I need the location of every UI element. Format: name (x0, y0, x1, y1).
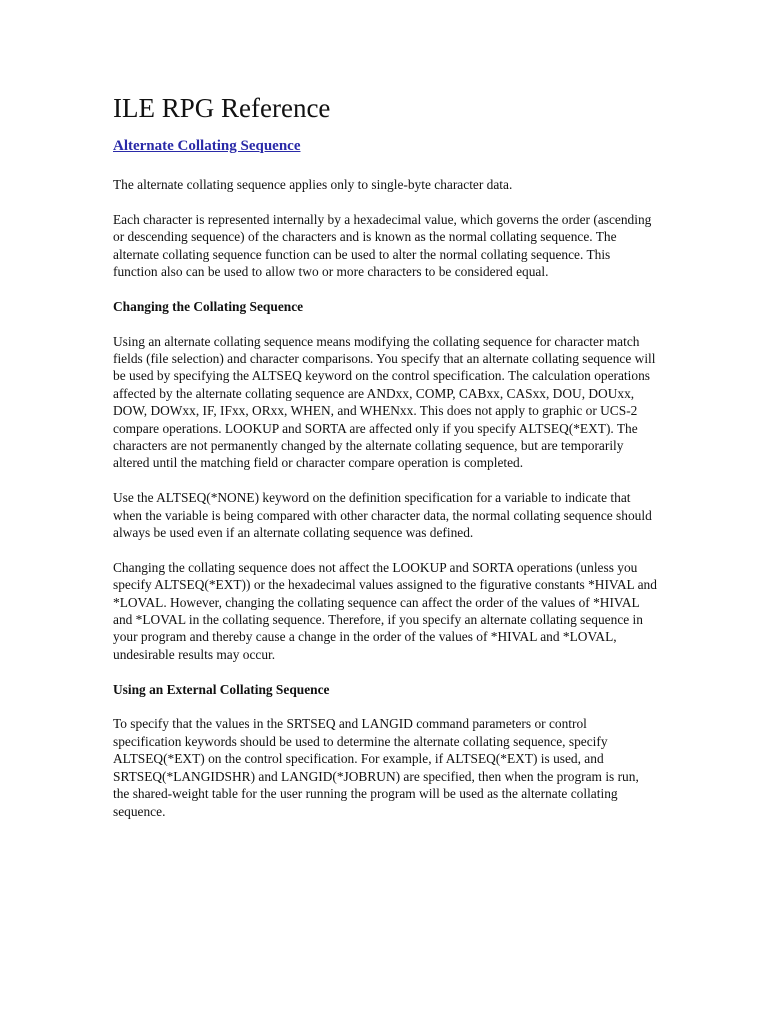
alternate-collating-sequence-link[interactable]: Alternate Collating Sequence (113, 138, 301, 154)
external-collating-sequence-heading: Using an External Collating Sequence (113, 681, 330, 697)
changing-paragraph-1: Using an alternate collating sequence means modifying the collating sequence for character match fields (file selection) and character comparisons. You specify that an alternate collating sequence will be used by specifying the ALTSEQ keyword on the control specification. The calculation operations affected by the alternate collating sequence are ANDxx, COMP, CABxx, CASxx, DOU, DOUxx, DOW, DOWxx, IF, IFxx, ORxx, WHEN, and WHENxx. This does not apply to graphic or UCS-2 compare operations. LOOKUP and SORTA are affected only if you specify ALTSEQ(*EXT). The characters are not permanently changed by the alternate collating sequence, but are temporarily altered until the matching field or character compare operation is completed. (113, 333, 656, 471)
changing-paragraph-3: Changing the collating sequence does not affect the LOOKUP and SORTA operations (unless you specify ALTSEQ(*EXT)) or the hexadecimal values assigned to the figurative constants *HIVAL and *LOVAL. However, changing the collating sequence can affect the order of the values of *HIVAL and *LOVAL in the collating sequence. Therefore, if you specify an alternate collating sequence in your program and thereby cause a change in the order of the values of *HIVAL and *LOVAL, undesirable results may occur. (113, 559, 657, 662)
external-paragraph-1: To specify that the values in the SRTSEQ and LANGID command parameters or control specification keywords should be used to determine the alternate collating sequence, specify ALTSEQ(*EXT) on the control specification. For example, if ALTSEQ(*EXT) is used, and SRTSEQ(*LANGIDSHR) and LANGID(*JOBRUN) are specified, then when the program is run, the shared-weight table for the user running the program will be used as the alternate collating sequence. (113, 716, 639, 819)
document-title: ILE RPG Reference (113, 93, 331, 123)
representation-paragraph: Each character is represented internally by a hexadecimal value, which governs the order (ascending or descending sequence) of the characters and is known as the normal collating sequence. The alternate collating sequence function can be used to alter the normal collating sequence. This function also can be used to allow two or more characters to be considered equal. (113, 211, 652, 280)
changing-paragraph-2: Use the ALTSEQ(*NONE) keyword on the definition specification for a variable to indicate that when the variable is being compared with other character data, the normal collating sequence should always be used even if an alternate collating sequence was defined. (113, 490, 652, 541)
changing-collating-sequence-heading: Changing the Collating Sequence (113, 298, 304, 314)
intro-paragraph: The alternate collating sequence applies only to single-byte character data. (113, 177, 513, 192)
document-page (113, 88, 658, 837)
